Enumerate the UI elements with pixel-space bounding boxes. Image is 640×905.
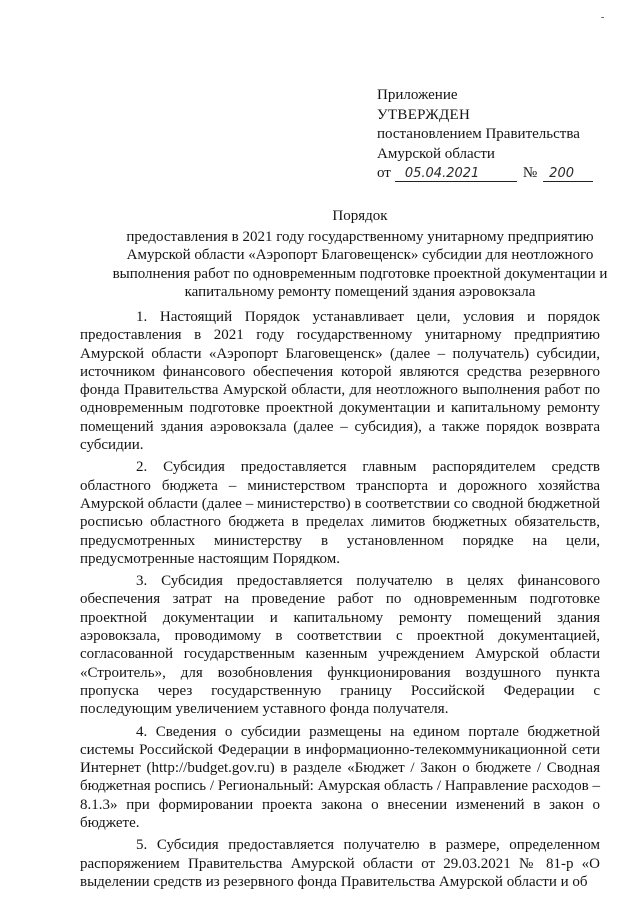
document-subtitle: предоставления в 2021 году государственному унитарному предприятию Амурской области «Аэропорт Благовещенск» субсидии для неотложного выполнения работ по одновременным подготовке проектной документации и капитальному ремонту помещений здания аэровокзала xyxy=(112,228,608,300)
paragraph-2: 2. Субсидия предоставляется главным распорядителем средств областного бюджета – министерством транспорта и дорожного хозяйства Амурской области (далее – министерство) в соответствии со сводной бюджетной росписью областного бюджета в пределах лимитов бюджетных обязательств, предусмотренных министерству в установленном порядке на цели, предусмотренные настоящим Порядком. xyxy=(80,459,600,567)
date-prefix: от xyxy=(377,165,391,181)
resolution-label: постановлением Правительства xyxy=(377,126,580,142)
paragraph-4: 4. Сведения о субсидии размещены на едином портале бюджетной системы Российской Федерации в информационно-телекоммуникационной сети Интернет (http://budget.gov.ru) в разделе «Бюджет / Закон о бюджете / Сводная бюджетная роспись / Региональный: Амурская область / Направление расходов – 8.1.3» при формировании проекта закона о внесении изменений в закон о бюджете. xyxy=(80,723,600,832)
paragraph-3: 3. Субсидия предоставляется получателю в целях финансового обеспечения затрат на проведение работ по одновременным подготовке проектной документации и капитальному ремонту помещений здания аэровокзала, проводимому в соответствии с проектной документацией, согласованной государственным казенным учреждением Амурской области «Строитель», для возобновления функционирования воздушного пункта пропуска через государственную границу Российской Федерации с последующим увеличением уставного фонда получателя. xyxy=(80,573,600,718)
handwritten-number: 200 xyxy=(543,166,593,182)
approval-block xyxy=(377,86,617,184)
title-block xyxy=(100,207,620,302)
number-prefix: № xyxy=(522,165,538,181)
date-number-line xyxy=(377,164,617,184)
appendix-label: Приложение xyxy=(377,87,458,103)
document-body xyxy=(80,308,600,895)
paragraph-1: 1. Настоящий Порядок устанавливает цели, условия и порядок предоставления в 2021 году государственному унитарному предприятию Амурской области «Аэропорт Благовещенск» (далее – получатель) субсидии, источником финансового обеспечения которой являются средства резервного фонда Правительства Амурской области, для неотложного выполнения работ по одновременным подготовке проектной документации и капитальному ремонту помещений здания аэровокзала (далее – субсидия), а также порядок возврата субсидии. xyxy=(80,309,600,454)
approved-label: УТВЕРЖДЕН xyxy=(377,106,471,123)
corner-mark: - xyxy=(601,12,605,23)
paragraph-5: 5. Субсидия предоставляется получателю в размере, определенном распоряжением Правительства Амурской области от 29.03.2021 № 81-р «О выделении средств из резервного фонда Правительства Амурской области и об xyxy=(80,837,600,890)
document-title: Порядок xyxy=(332,208,388,224)
region-label: Амурской области xyxy=(377,145,495,162)
handwritten-date: 05.04.2021 xyxy=(395,166,517,182)
